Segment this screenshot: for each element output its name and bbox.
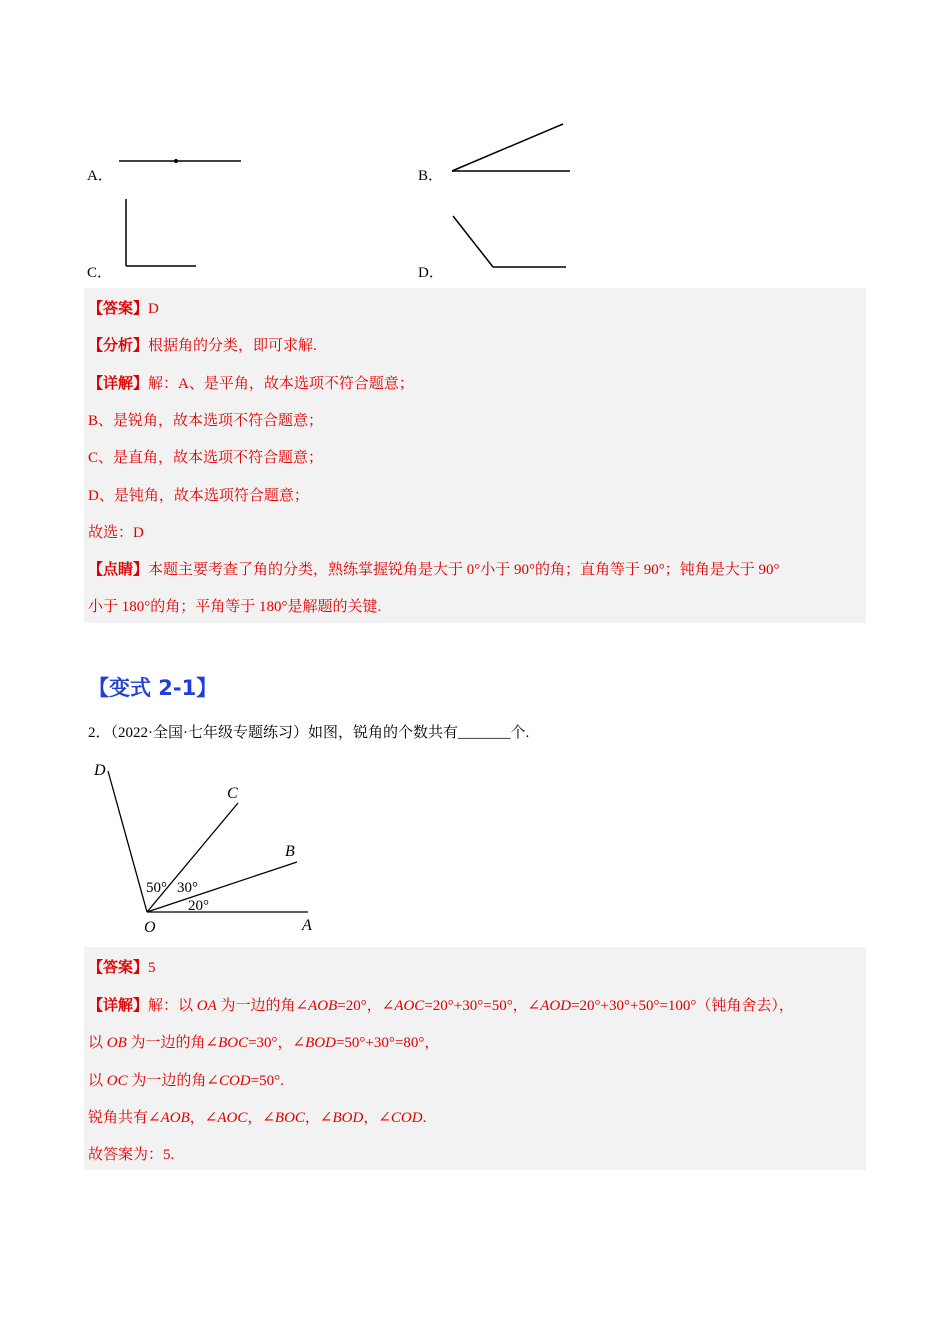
option-c-figure xyxy=(120,195,200,270)
question-text: 如图，锐角的个数共有_______个. xyxy=(308,725,530,741)
detail-tag-2: 【详解】 xyxy=(88,998,149,1014)
comment-line-1 xyxy=(88,558,780,579)
choose-line: 故选：D xyxy=(88,525,144,541)
angle-label-boc: 30° xyxy=(177,880,198,896)
angle-figure xyxy=(88,755,328,940)
answer-tag-2: 【答案】 xyxy=(88,960,149,976)
comment-text-1: 本题主要考查了角的分类，熟练掌握锐角是大于 0°小于 90°的角；直角等于 90°；钝角是大于 90° xyxy=(148,562,780,578)
question-source: （2022·全国·七年级专题练习） xyxy=(110,725,309,741)
comment-line-2: 小于 180°的角；平角等于 180°是解题的关键. xyxy=(88,599,382,615)
option-b-figure xyxy=(448,118,578,178)
angle-label-cod: 50° xyxy=(146,880,167,896)
acute-angle-ray xyxy=(452,124,563,171)
label-a: A xyxy=(302,917,312,934)
detail-line-c: C、是直角，故本选项不符合题意； xyxy=(88,450,324,466)
ray-ob xyxy=(147,862,297,912)
detail-line-2-3: 以 OC 为一边的角∠COD=50°. xyxy=(88,1073,284,1089)
label-o: O xyxy=(144,919,156,936)
detail-line-2-1: 【详解】解：以 OA 为一边的角∠AOB=20°，∠AOC=20°+30°=50°，∠AOD=20°+30°+50°=100°（钝角舍去）， xyxy=(88,998,794,1014)
analysis-text: 根据角的分类，即可求解. xyxy=(148,338,317,354)
option-a-label: A． xyxy=(87,168,113,184)
detail-line-d: D、是钝角，故本选项符合题意； xyxy=(88,488,309,504)
angle-label-aob: 20° xyxy=(188,898,209,914)
detail-line-2-5: 故答案为：5. xyxy=(88,1147,175,1163)
answer-value: D xyxy=(148,301,159,317)
answer-line-2 xyxy=(88,956,156,977)
option-a-figure xyxy=(115,150,245,170)
vertex-dot xyxy=(174,159,178,163)
answer-value-2: 5 xyxy=(148,960,156,976)
option-d-figure xyxy=(448,210,573,272)
detail-line-2-4: 锐角共有∠AOB，∠AOC，∠BOC，∠BOD，∠COD. xyxy=(88,1110,427,1126)
comment-tag: 【点睛】 xyxy=(88,562,149,578)
option-d-label: D． xyxy=(418,265,444,281)
answer-line xyxy=(88,297,159,318)
detail-line-b: B、是锐角，故本选项不符合题意； xyxy=(88,413,324,429)
obtuse-angle-ray xyxy=(453,216,493,267)
detail-line xyxy=(88,372,414,393)
option-c-label: C． xyxy=(87,265,113,281)
ray-od xyxy=(108,771,147,912)
analysis-tag: 【分析】 xyxy=(88,338,149,354)
detail-line-2-2: 以 OB 为一边的角∠BOC=30°，∠BOD=50°+30°=80°， xyxy=(88,1035,440,1051)
question-number: 2． xyxy=(88,725,111,741)
solution-box-2 xyxy=(84,947,866,1170)
label-c: C xyxy=(227,785,238,802)
label-d: D xyxy=(94,762,106,779)
question-2 xyxy=(88,721,529,742)
analysis-line xyxy=(88,334,317,355)
label-b: B xyxy=(285,843,295,860)
option-b-label: B． xyxy=(418,168,444,184)
detail-tag: 【详解】 xyxy=(88,376,149,392)
answer-tag: 【答案】 xyxy=(88,301,149,317)
detail-text: 解：A、是平角，故本选项不符合题意； xyxy=(148,376,414,392)
variant-heading: 【变式 2-1】 xyxy=(88,676,218,700)
solution-box-1 xyxy=(84,288,866,623)
